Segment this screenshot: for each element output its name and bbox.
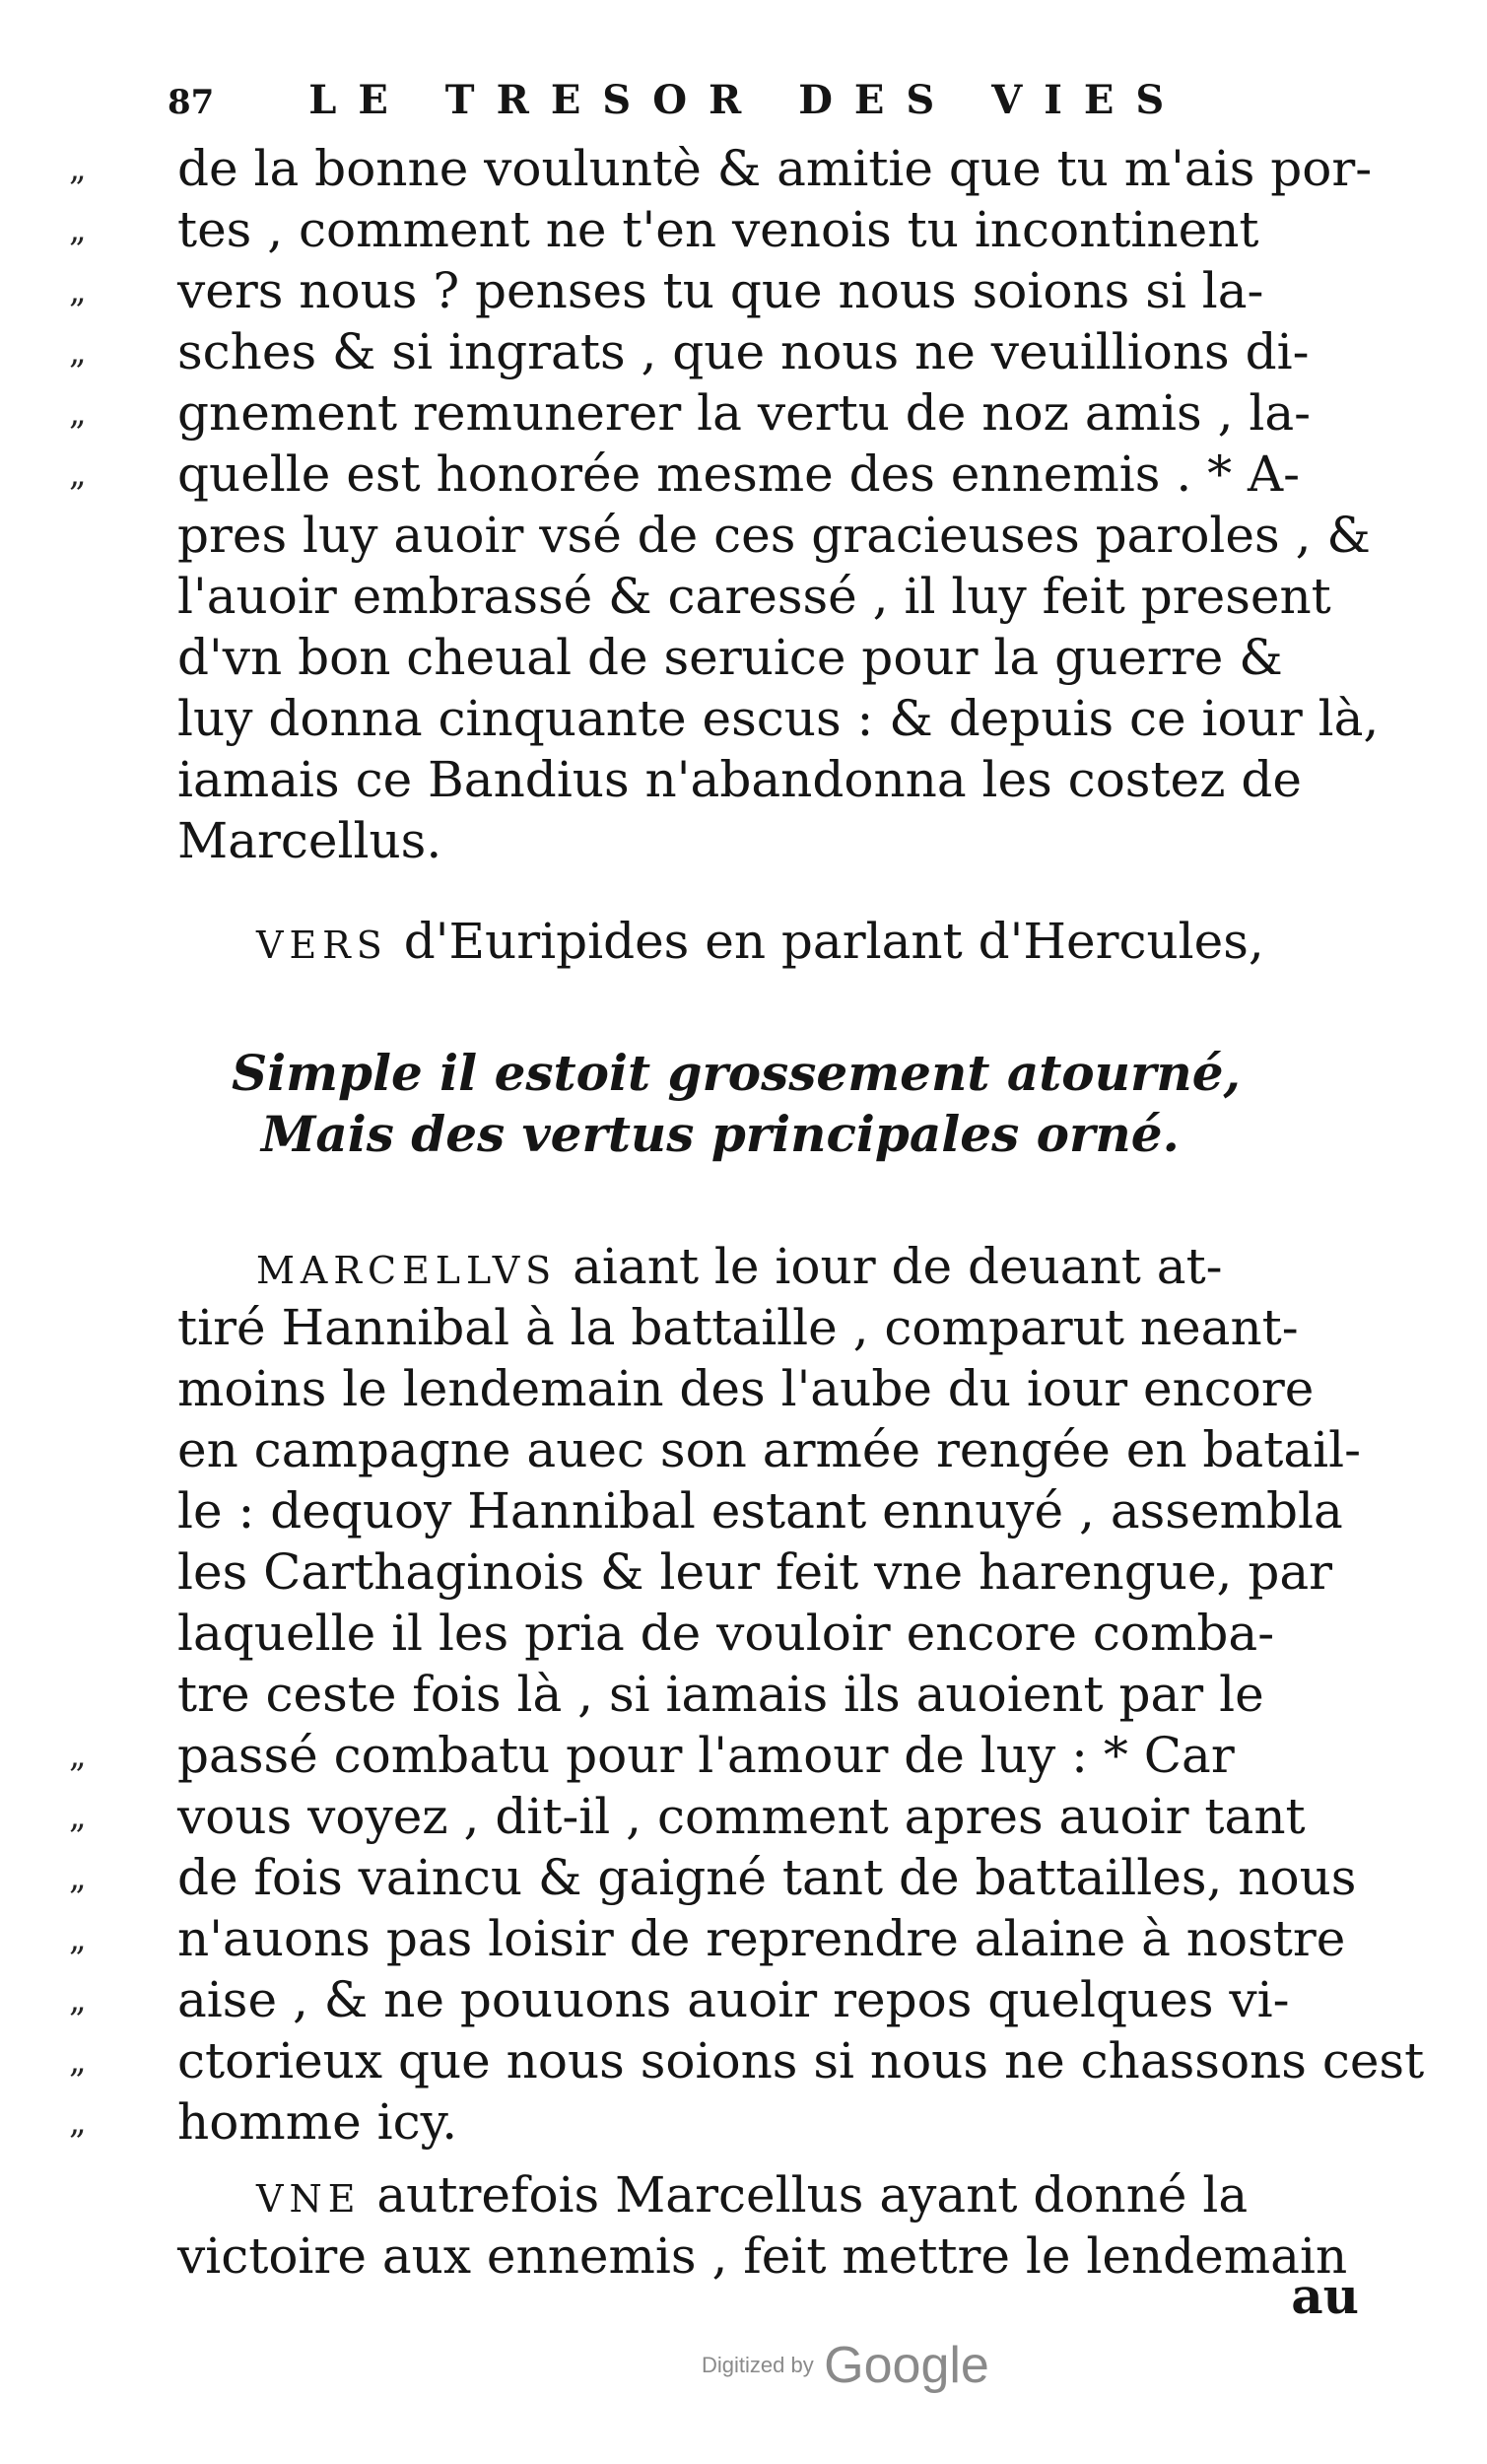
line-text [177, 260, 1263, 321]
body-text [69, 138, 1425, 2287]
line-words: homme icy. [177, 2093, 458, 2151]
quotation-margin-mark: „ [69, 1980, 87, 2019]
text-line [69, 1664, 1370, 1725]
line-words: les Carthaginois & leur feit vne harengue, par [177, 1543, 1333, 1601]
line-words: tes , comment ne t'en venois tu incontinent [177, 201, 1259, 258]
small-caps-word: VNE [256, 2177, 362, 2221]
line-text [177, 1358, 1314, 1419]
text-line [69, 2164, 1370, 2225]
text-line [69, 810, 1370, 871]
text-line [69, 2030, 1425, 2091]
spacer [69, 1165, 1370, 1236]
running-title: LE TRESOR DES VIES [308, 77, 1186, 123]
line-text [177, 321, 1310, 382]
line-text [177, 688, 1379, 749]
line-words: moins le lendemain des l'aube du iour encore [177, 1360, 1315, 1417]
line-words: aise , & ne pouuons auoir repos quelques vi- [177, 1971, 1290, 2028]
line-text [177, 566, 1331, 627]
verse-intro-line [69, 911, 1370, 972]
text-line [69, 1603, 1370, 1664]
quotation-margin-mark: „ [69, 271, 87, 310]
line-words: Marcellus. [177, 812, 442, 869]
verse-intro [256, 911, 1264, 976]
text-line [69, 1725, 1370, 1786]
line-words: d'vn bon cheual de seruice pour la guerre & [177, 629, 1283, 686]
line-text [177, 1725, 1235, 1786]
text-line [69, 1786, 1370, 1847]
line-words: sches & si ingrats , que nous ne veuillions di- [177, 323, 1310, 380]
line-words: l'auoir embrassé & caressé , il luy feit present [177, 568, 1331, 625]
text-line [69, 138, 1373, 199]
line-words: de la bonne vouluntè & amitie que tu m'ais por- [177, 140, 1373, 197]
catchword: au [1291, 2267, 1359, 2325]
line-words: vers nous ? penses tu que nous soions si la- [177, 262, 1264, 319]
line-text [177, 1419, 1361, 1480]
text-line [69, 1969, 1370, 2030]
line-words: en campagne auec son armée rengée en batail- [177, 1421, 1362, 1478]
quotation-margin-mark: „ [69, 1919, 87, 1958]
line-text [177, 2091, 457, 2153]
paragraph-3 [69, 2164, 1370, 2287]
text-line [69, 2091, 1370, 2153]
text-line [69, 1480, 1370, 1541]
line-text [177, 1664, 1264, 1725]
line-text [177, 1969, 1290, 2030]
line-text [177, 749, 1302, 810]
paragraph-1 [69, 138, 1380, 871]
text-line [69, 1297, 1370, 1358]
line-text [177, 2225, 1347, 2287]
quotation-margin-mark: „ [69, 1797, 87, 1836]
text-line [69, 444, 1370, 505]
line-words: autrefois Marcellus ayant donné la [376, 2166, 1249, 2224]
line-words: vous voyez , dit-il , comment apres auoir tant [177, 1788, 1306, 1845]
line-text [177, 1480, 1343, 1541]
text-line [69, 260, 1370, 321]
line-words: tiré Hannibal à la battaille , comparut neant- [177, 1299, 1299, 1356]
line-words: le : dequoy Hannibal estant ennuyé , assembla [177, 1482, 1343, 1540]
quotation-margin-mark: „ [69, 149, 87, 188]
line-text [177, 505, 1371, 566]
quotation-margin-mark: „ [69, 210, 87, 249]
text-line [69, 1847, 1370, 1908]
text-line [69, 566, 1370, 627]
quotation-margin-mark: „ [69, 393, 87, 433]
watermark-prefix: Digitized by [702, 2353, 814, 2377]
text-line [69, 382, 1370, 444]
line-words: laquelle il les pria de vouloir encore comba- [177, 1605, 1275, 1662]
text-line [69, 749, 1370, 810]
text-line [69, 321, 1370, 382]
verse-intro-text: d'Euripides en parlant d'Hercules, [403, 913, 1264, 970]
small-caps-word: MARCELLVS [256, 1249, 558, 1292]
line-text [177, 138, 1372, 199]
line-words: pres luy auoir vsé de ces gracieuses paroles , & [177, 507, 1371, 564]
verse-intro-smallcaps: VERS [256, 924, 388, 967]
text-line [69, 505, 1370, 566]
text-line [69, 627, 1370, 688]
quotation-margin-mark: „ [69, 454, 87, 494]
line-text [256, 2164, 1248, 2229]
line-words: quelle est honorée mesme des ennemis . * A- [177, 445, 1301, 503]
quotation-margin-mark: „ [69, 1736, 87, 1775]
line-words: aiant le iour de deuant at- [573, 1238, 1223, 1295]
line-words: ctorieux que nous soions si nous ne chassons cest [177, 2032, 1425, 2089]
google-logo: Google [824, 2337, 989, 2394]
verse-line-1 [69, 1043, 1370, 1104]
running-head [168, 77, 1350, 123]
line-text [177, 1786, 1306, 1847]
quotation-margin-mark: „ [69, 332, 87, 372]
line-words: iamais ce Bandius n'abandonna les costez de [177, 751, 1302, 808]
text-line [69, 688, 1380, 749]
text-line [69, 1419, 1370, 1480]
quotation-margin-mark: „ [69, 2102, 87, 2142]
text-line [69, 199, 1370, 260]
text-line [69, 1541, 1370, 1603]
line-text [177, 444, 1300, 505]
spacer [69, 2153, 1370, 2164]
line-text [177, 1297, 1299, 1358]
line-text [256, 1236, 1223, 1301]
line-words: victoire aux ennemis , feit mettre le lendemain [177, 2227, 1348, 2285]
line-words: tre ceste fois là , si iamais ils auoient par le [177, 1666, 1264, 1723]
quotation-margin-mark: „ [69, 2041, 87, 2081]
line-text [177, 2030, 1424, 2091]
paragraph-2 [69, 1236, 1425, 2153]
text-line [69, 1236, 1370, 1297]
text-line [69, 1908, 1370, 1969]
spacer [69, 871, 1370, 911]
page-number: 87 [168, 83, 215, 122]
spacer [69, 972, 1370, 1043]
line-words: passé combatu pour l'amour de luy : * Car [177, 1727, 1235, 1784]
verse-text: Simple il estoit grossement atourné, [232, 1044, 1241, 1102]
text-line [69, 2225, 1370, 2287]
text-line [69, 1358, 1370, 1419]
line-text [177, 1603, 1274, 1664]
verse-line-2 [69, 1104, 1370, 1165]
verse-text: Mais des vertus principales orné. [261, 1105, 1180, 1163]
line-text [177, 382, 1311, 444]
line-text [177, 1847, 1356, 1908]
quotation-margin-mark: „ [69, 1858, 87, 1897]
line-text [177, 810, 441, 871]
line-text [177, 627, 1283, 688]
line-text [177, 1908, 1345, 1969]
line-text [177, 199, 1259, 260]
line-text [177, 1541, 1332, 1603]
line-words: n'auons pas loisir de reprendre alaine à nostre [177, 1910, 1346, 1967]
line-words: de fois vaincu & gaigné tant de battailles, nous [177, 1849, 1357, 1906]
line-words: luy donna cinquante escus : & depuis ce iour là, [177, 690, 1380, 747]
line-words: gnement remunerer la vertu de noz amis , la- [177, 384, 1312, 442]
digitization-watermark [702, 2336, 989, 2395]
